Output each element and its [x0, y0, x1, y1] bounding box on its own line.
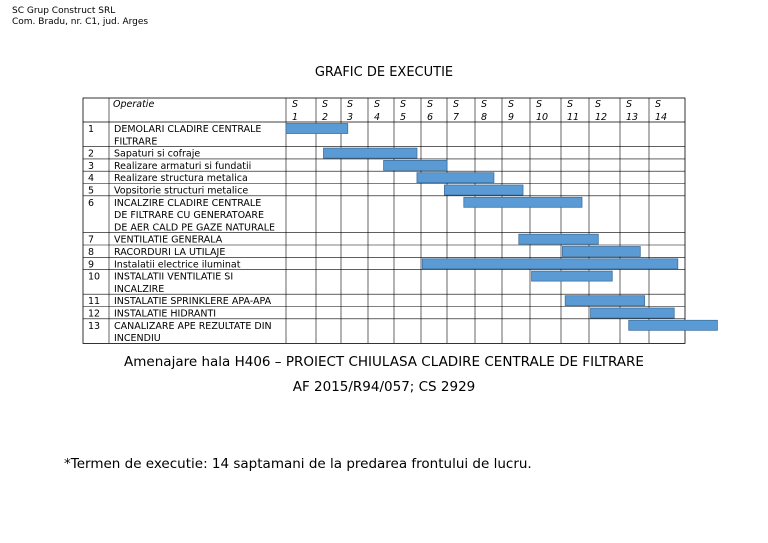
- week-header-prefix: S: [508, 99, 515, 110]
- row-number: 4: [88, 173, 95, 185]
- operation-label: INSTALATII VENTILATIE SI: [114, 271, 234, 283]
- week-header-prefix: S: [567, 99, 574, 110]
- week-header-number: 3: [347, 112, 354, 123]
- operation-label: Vopsitorie structuri metalice: [114, 185, 249, 197]
- row-number: 6: [88, 197, 95, 209]
- gantt-bar: [417, 173, 494, 183]
- operation-label: INCALZIRE CLADIRE CENTRALE: [114, 197, 262, 209]
- week-header-number: 8: [481, 112, 488, 123]
- week-header-prefix: S: [655, 99, 662, 110]
- chart-title: GRAFIC DE EXECUTIE: [314, 65, 454, 80]
- operation-label: DEMOLARI CLADIRE CENTRALE: [114, 124, 262, 135]
- operation-label: RACORDURI LA UTILAJE: [114, 247, 226, 258]
- week-header-prefix: S: [481, 99, 488, 110]
- week-header-number: 10: [536, 112, 549, 123]
- row-number: 5: [88, 185, 95, 197]
- row-number: 9: [88, 259, 95, 271]
- week-header-number: 7: [453, 112, 460, 123]
- gantt-bar: [565, 296, 644, 306]
- week-header-prefix: S: [595, 99, 602, 110]
- week-header-prefix: S: [626, 99, 633, 110]
- gantt-bar: [324, 148, 417, 158]
- row-number: 2: [88, 148, 95, 160]
- row-number: 7: [88, 234, 95, 246]
- gantt-bar: [286, 124, 348, 134]
- operation-label: DE FILTRARE CU GENERATOARE: [114, 210, 265, 222]
- week-header-number: 6: [427, 112, 434, 123]
- gantt-bar: [629, 320, 718, 330]
- gantt-bar: [532, 271, 613, 281]
- week-header-number: 2: [322, 112, 329, 123]
- company-name: SC Grup Construct SRL: [12, 6, 116, 16]
- operation-label: CANALIZARE APE REZULTATE DIN: [114, 320, 272, 332]
- operation-label: INSTALATIE HIDRANTI: [114, 308, 217, 320]
- week-header-number: 13: [626, 112, 639, 123]
- week-header-prefix: S: [322, 99, 329, 110]
- project-caption-line2: AF 2015/R94/057; CS 2929: [292, 379, 476, 395]
- week-header-prefix: S: [453, 99, 460, 110]
- week-header-prefix: S: [427, 99, 434, 110]
- gantt-bar: [384, 160, 447, 170]
- operation-label: VENTILATIE GENERALA: [114, 234, 223, 246]
- row-number: 8: [88, 247, 95, 258]
- operation-label: Sapaturi si cofraje: [114, 148, 201, 160]
- gantt-bar: [464, 197, 582, 207]
- row-number: 3: [88, 160, 95, 172]
- operation-label: INSTALATIE SPRINKLERE APA-APA: [114, 296, 272, 308]
- company-address: Com. Bradu, nr. C1, jud. Arges: [12, 17, 149, 27]
- operation-label: Realizare armaturi si fundatii: [114, 160, 252, 172]
- week-header-prefix: S: [536, 99, 543, 110]
- row-number: 13: [88, 320, 101, 332]
- operation-label: DE AER CALD PE GAZE NATURALE: [114, 222, 275, 234]
- gantt-bar: [591, 308, 675, 318]
- operation-label: FILTRARE: [114, 136, 158, 148]
- operation-label: INCENDIU: [114, 333, 161, 345]
- execution-term-note: *Termen de executie: 14 saptamani de la predarea frontului de lucru.: [64, 456, 532, 472]
- gantt-bar: [562, 247, 640, 257]
- operation-label: Realizare structura metalica: [114, 173, 248, 185]
- project-caption-line1: Amenajare hala H406 – PROIECT CHIULASA CLADIRE CENTRALE DE FILTRARE: [124, 354, 644, 370]
- row-number: 12: [88, 308, 101, 320]
- week-header-number: 5: [400, 112, 407, 123]
- week-header-number: 9: [508, 112, 515, 123]
- week-header-number: 12: [595, 112, 608, 123]
- week-header-number: 1: [292, 112, 299, 123]
- gantt-bar: [444, 185, 523, 195]
- operation-label: Instalatii electrice iluminat: [114, 259, 241, 271]
- week-header-number: 14: [655, 112, 668, 123]
- row-number: 11: [88, 296, 101, 308]
- gantt-bar: [519, 234, 599, 244]
- week-header-number: 4: [374, 112, 381, 123]
- row-number: 1: [88, 124, 95, 135]
- gantt-bar: [422, 259, 678, 269]
- week-header-prefix: S: [292, 99, 299, 110]
- operation-header: Operatie: [113, 99, 155, 110]
- week-header-prefix: S: [347, 99, 354, 110]
- week-header-number: 11: [567, 112, 580, 123]
- operation-label: INCALZIRE: [114, 283, 165, 295]
- row-number: 10: [88, 271, 101, 283]
- week-header-prefix: S: [400, 99, 407, 110]
- week-header-prefix: S: [374, 99, 381, 110]
